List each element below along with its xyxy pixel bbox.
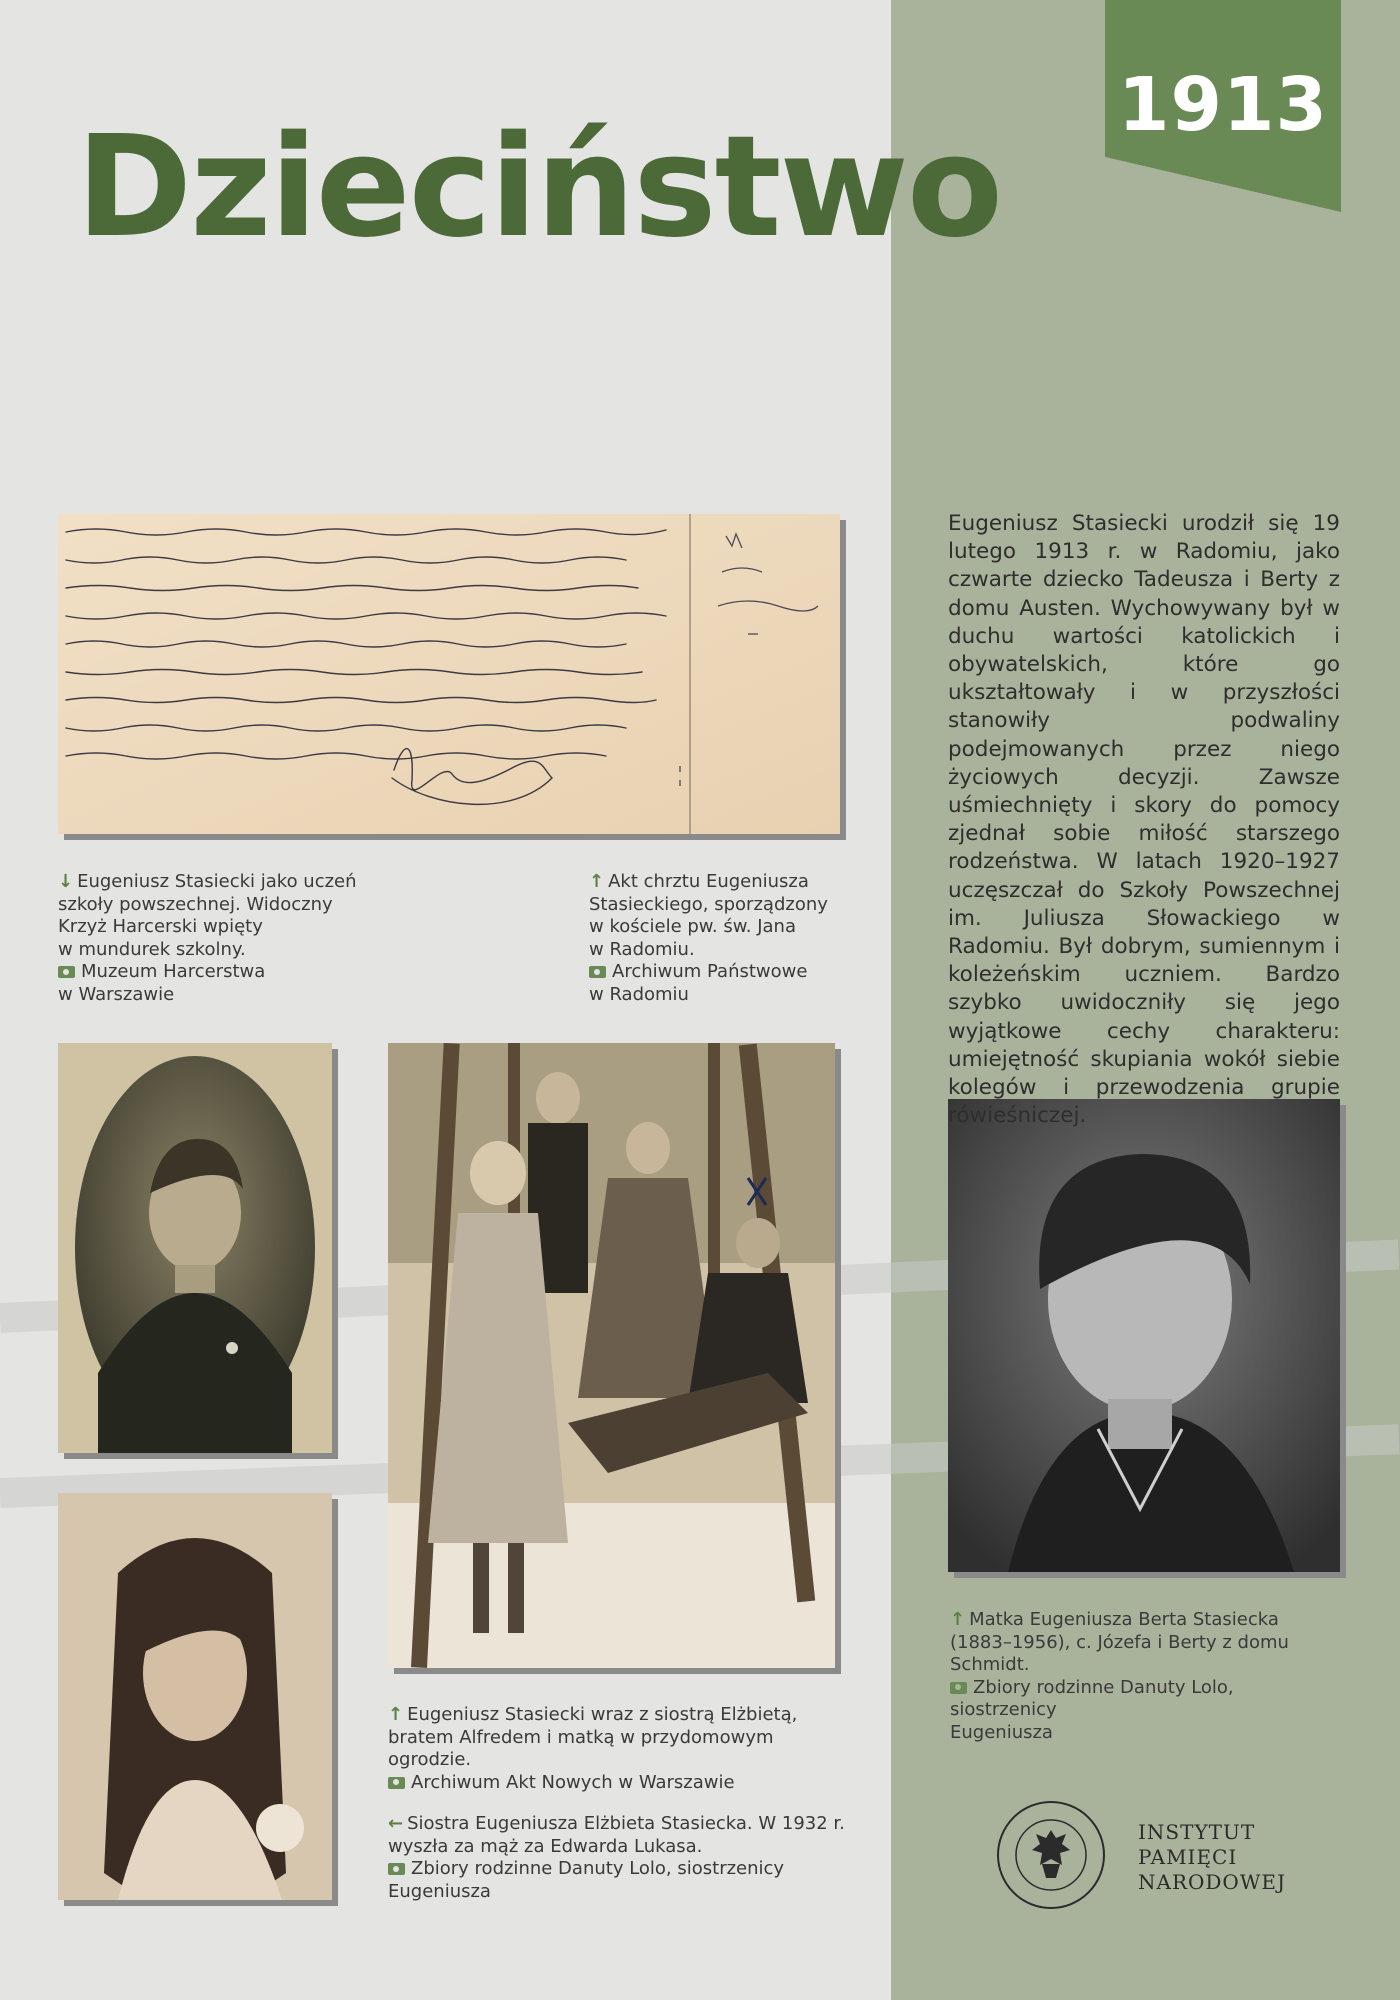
caption-text: w kościele pw. św. Jana [589, 916, 796, 937]
portrait-illustration [948, 1099, 1340, 1572]
caption-source: Eugeniusza [388, 1880, 491, 1902]
caption-text: Stasieckiego, sporządzony [589, 893, 828, 915]
handwriting-illustration [58, 514, 840, 834]
caption-text: Matka Eugeniusza Berta Stasiecka [969, 1609, 1279, 1630]
caption-source: Archiwum Państwowe [612, 961, 808, 982]
caption-text: wyszła za mąż za Edwarda Lukasa. [388, 1835, 703, 1857]
year-label: 1913 [1118, 62, 1328, 148]
caption-text: Siostra Eugeniusza Elżbieta Stasiecka. W 1932 r. [407, 1813, 845, 1834]
family-illustration [388, 1043, 835, 1668]
caption-text: bratem Alfredem i matką w przydomowym [388, 1726, 774, 1748]
caption-text: ogrodzie. [388, 1749, 472, 1770]
caption-family-garden [388, 1704, 848, 1794]
mother-portrait-photo [948, 1099, 1340, 1572]
caption-text: w Radomiu. [589, 938, 695, 960]
portrait-illustration [58, 1493, 332, 1900]
caption-text: w mundurek szkolny. [58, 938, 246, 960]
biography-text: Eugeniusz Stasiecki urodził się 19 lutego 1913 r. w Radomiu, jako czwarte dziecko Tadeusza i Berty z domu Austen. Wychowywany był w duchu wartości katolickich i obywatelskich, które go ukształtowały i w przyszłości stanowiły podwaliny podejmowanych przez niego życiowych decyzji. Zawsze uśmiechnięty i skory do pomocy zjednał sobie miłość starszego rodzeństwa. W latach 1920–1927 uczęszczał do Szkoły Powszechnej im. Juliusza Słowackiego w Radomiu. Był dobrym, sumiennym i koleżeńskim uczniem. Bardzo szybko uwidoczniły się jego wyjątkowe cechy charakteru: umiejętność skupiania wokół siebie kolegów i przewodzenia grupie rówieśniczej. [948, 511, 1340, 1129]
arrow-down-icon: ↓ [58, 871, 74, 892]
ipn-wordmark-line: NARODOWEJ [1138, 1870, 1287, 1894]
caption-source: Zbiory rodzinne Danuty Lolo, siostrzenicy [411, 1858, 785, 1879]
caption-source: w Warszawie [58, 983, 175, 1005]
camera-icon [388, 1777, 405, 1789]
caption-text: (1883–1956), c. Józefa i Berty z domu [950, 1631, 1289, 1653]
portrait-illustration [58, 1043, 332, 1453]
ipn-wordmark-line: INSTYTUT [1138, 1820, 1256, 1844]
caption-text: Eugeniusz Stasiecki jako uczeń [77, 871, 357, 892]
caption-source: w Radomiu [589, 983, 689, 1005]
caption-mother [950, 1609, 1340, 1744]
caption-text: Krzyż Harcerski wpięty [58, 916, 263, 937]
caption-text: Eugeniusz Stasiecki wraz z siostrą Elżbietą, [407, 1704, 798, 1725]
caption-source: Zbiory rodzinne Danuty Lolo, siostrzenicy [950, 1676, 1234, 1720]
ipn-wordmark [1138, 1820, 1286, 1895]
page-title: Dzieciństwo [76, 106, 1002, 269]
camera-icon [589, 966, 606, 978]
family-garden-photo [388, 1043, 835, 1668]
baptism-record-image [58, 514, 840, 834]
sister-portrait-photo [58, 1493, 332, 1900]
caption-text: Akt chrztu Eugeniusza [608, 871, 809, 892]
school-portrait-photo [58, 1043, 332, 1453]
caption-source: Muzeum Harcerstwa [81, 961, 266, 982]
caption-source: Eugeniusza [950, 1721, 1053, 1743]
caption-source: Archiwum Akt Nowych w Warszawie [411, 1771, 735, 1793]
camera-icon [388, 1863, 405, 1875]
caption-text: szkoły powszechnej. Widoczny [58, 893, 333, 915]
camera-icon [950, 1682, 967, 1694]
arrow-up-icon: ↑ [950, 1609, 966, 1630]
caption-sister [388, 1813, 868, 1903]
arrow-up-icon: ↑ [589, 871, 605, 892]
camera-icon [58, 966, 75, 978]
caption-text: Schmidt. [950, 1654, 1030, 1675]
arrow-up-icon: ↑ [388, 1704, 404, 1725]
arrow-left-icon: ← [388, 1813, 404, 1834]
ipn-seal-logo [996, 1800, 1106, 1910]
caption-baptism-record [589, 871, 849, 1006]
caption-school-portrait [58, 871, 378, 1006]
ipn-wordmark-line: PAMIĘCI [1138, 1845, 1238, 1869]
